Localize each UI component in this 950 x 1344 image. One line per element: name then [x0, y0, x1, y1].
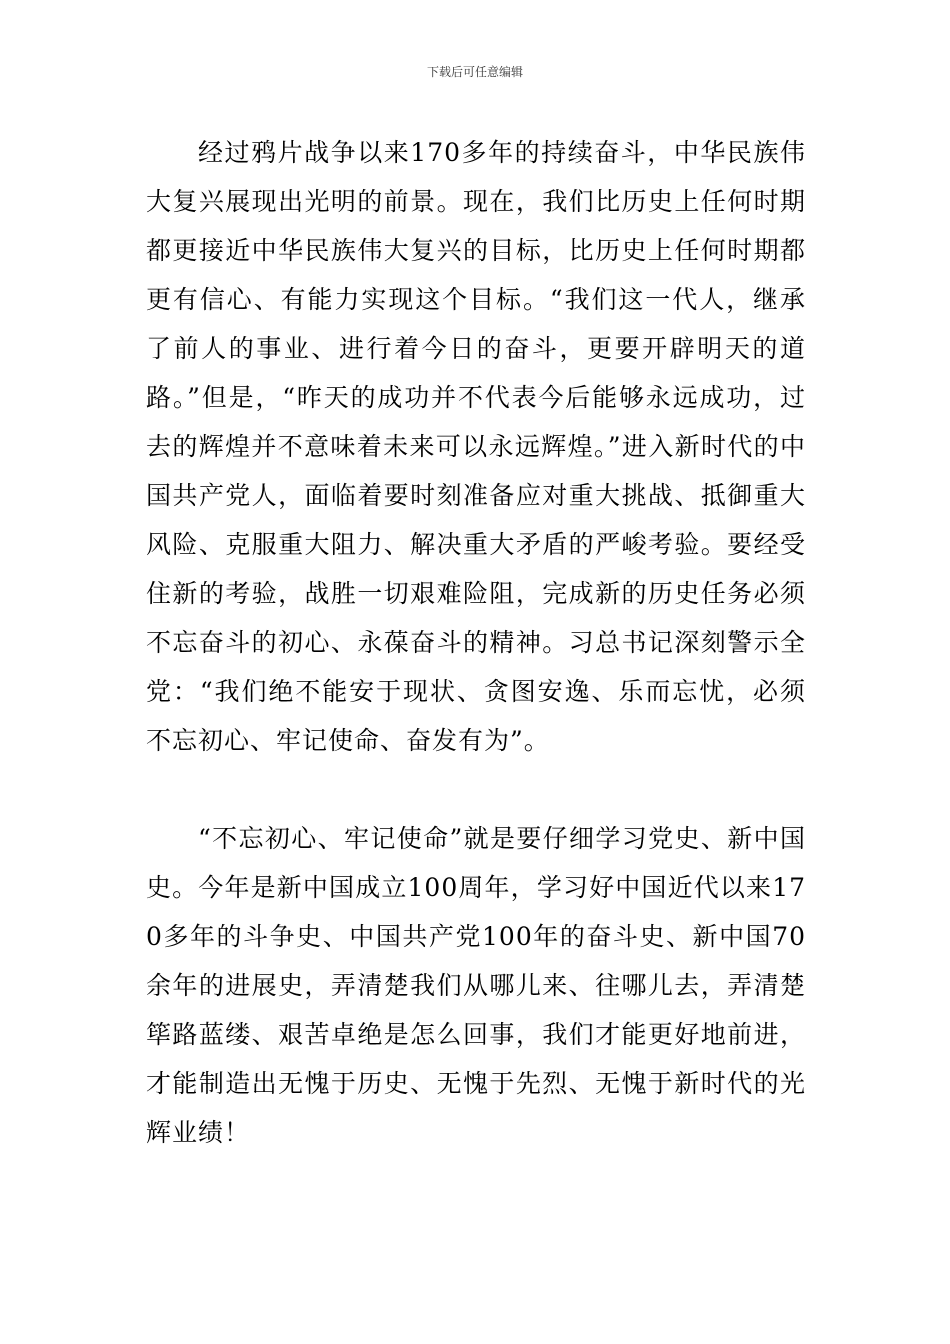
header-note: 下载后可任意编辑 [426, 65, 523, 79]
document-body [146, 128, 806, 1157]
paragraph-2: “不忘初心、牢记使命”就是要仔细学习党史、新中国史。今年是新中国成立100周年，学习好中国近代以来170多年的斗争史、中国共产党100年的奋斗史、新中国70余年的进展史，弄清楚我们从哪儿来、往哪儿去，弄清楚筚路蓝缕、艰苦卓绝是怎么回事，我们才能更好地前进，才能制造出无愧于历史、无愧于先烈、无愧于新时代的光辉业绩！ [146, 824, 806, 1147]
paragraph-1: 经过鸦片战争以来170多年的持续奋斗，中华民族伟大复兴展现出光明的前景。现在，我们比历史上任何时期都更接近中华民族伟大复兴的目标，比历史上任何时期都更有信心、有能力实现这个目标。“我们这一代人，继承了前人的事业、进行着今日的奋斗，更要开辟明天的道路。”但是，“昨天的成功并不代表今后能够永远成功，过去的辉煌并不意味着未来可以永远辉煌。”进入新时代的中国共产党人，面临着要时刻准备应对重大挑战、抵御重大风险、克服重大阻力、解决重大矛盾的严峻考验。要经受住新的考验，战胜一切艰难险阻，完成新的历史任务必须不忘奋斗的初心、永葆奋斗的精神。习总书记深刻警示全党：“我们绝不能安于现状、贪图安逸、乐而忘忧，必须不忘初心、牢记使命、奋发有为”。 [146, 138, 806, 755]
